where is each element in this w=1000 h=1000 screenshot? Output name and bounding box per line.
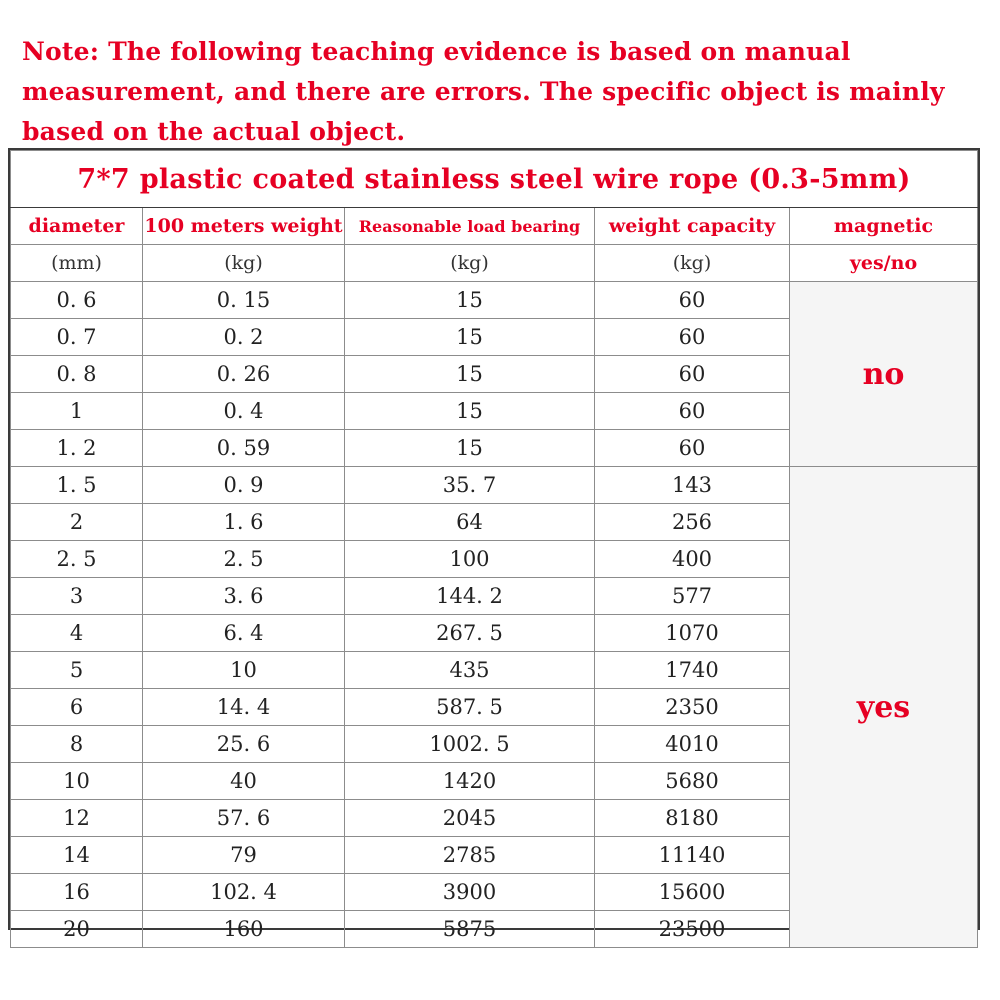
header-weight-capacity: weight capacity <box>595 208 790 245</box>
cell-weight-capacity: 1070 <box>595 615 790 652</box>
cell-diameter: 0. 7 <box>11 319 143 356</box>
cell-weight-capacity: 11140 <box>595 837 790 874</box>
cell-weight-capacity: 4010 <box>595 726 790 763</box>
cell-100m-weight: 10 <box>143 652 345 689</box>
cell-100m-weight: 25. 6 <box>143 726 345 763</box>
cell-weight-capacity: 1740 <box>595 652 790 689</box>
cell-reasonable-load: 2045 <box>345 800 595 837</box>
cell-reasonable-load: 64 <box>345 504 595 541</box>
table-title: 7*7 plastic coated stainless steel wire rope (0.3-5mm) <box>11 151 978 208</box>
cell-reasonable-load: 35. 7 <box>345 467 595 504</box>
header-diameter: diameter <box>11 208 143 245</box>
cell-reasonable-load: 1002. 5 <box>345 726 595 763</box>
cell-reasonable-load: 267. 5 <box>345 615 595 652</box>
cell-weight-capacity: 23500 <box>595 911 790 948</box>
cell-weight-capacity: 60 <box>595 393 790 430</box>
cell-100m-weight: 160 <box>143 911 345 948</box>
cell-diameter: 0. 8 <box>11 356 143 393</box>
cell-diameter: 6 <box>11 689 143 726</box>
cell-reasonable-load: 15 <box>345 319 595 356</box>
cell-weight-capacity: 60 <box>595 430 790 467</box>
cell-weight-capacity: 60 <box>595 282 790 319</box>
cell-reasonable-load: 5875 <box>345 911 595 948</box>
cell-100m-weight: 2. 5 <box>143 541 345 578</box>
cell-weight-capacity: 60 <box>595 356 790 393</box>
cell-reasonable-load: 15 <box>345 282 595 319</box>
cell-reasonable-load: 15 <box>345 356 595 393</box>
cell-diameter: 12 <box>11 800 143 837</box>
cell-weight-capacity: 5680 <box>595 763 790 800</box>
cell-reasonable-load: 2785 <box>345 837 595 874</box>
cell-diameter: 4 <box>11 615 143 652</box>
cell-100m-weight: 40 <box>143 763 345 800</box>
cell-diameter: 8 <box>11 726 143 763</box>
cell-weight-capacity: 8180 <box>595 800 790 837</box>
note-text <box>22 32 972 152</box>
cell-magnetic-0: no <box>790 282 978 467</box>
cell-100m-weight: 3. 6 <box>143 578 345 615</box>
cell-100m-weight: 0. 2 <box>143 319 345 356</box>
cell-diameter: 14 <box>11 837 143 874</box>
cell-reasonable-load: 3900 <box>345 874 595 911</box>
cell-diameter: 0. 6 <box>11 282 143 319</box>
table-row <box>11 467 978 504</box>
cell-diameter: 5 <box>11 652 143 689</box>
cell-weight-capacity: 15600 <box>595 874 790 911</box>
cell-weight-capacity: 143 <box>595 467 790 504</box>
cell-100m-weight: 79 <box>143 837 345 874</box>
cell-100m-weight: 14. 4 <box>143 689 345 726</box>
cell-100m-weight: 0. 4 <box>143 393 345 430</box>
wire-rope-spec-table <box>8 148 980 941</box>
cell-diameter: 2 <box>11 504 143 541</box>
cell-diameter: 1. 2 <box>11 430 143 467</box>
cell-weight-capacity: 577 <box>595 578 790 615</box>
header-row <box>11 208 978 245</box>
header-100m-weight: 100 meters weight <box>143 208 345 245</box>
cell-100m-weight: 0. 9 <box>143 467 345 504</box>
cell-100m-weight: 1. 6 <box>143 504 345 541</box>
cell-weight-capacity: 2350 <box>595 689 790 726</box>
cell-diameter: 1 <box>11 393 143 430</box>
cell-reasonable-load: 15 <box>345 393 595 430</box>
cell-diameter: 3 <box>11 578 143 615</box>
cell-100m-weight: 0. 26 <box>143 356 345 393</box>
header-reasonable-load: Reasonable load bearing <box>345 208 595 245</box>
table-title-row <box>11 151 978 208</box>
cell-diameter: 16 <box>11 874 143 911</box>
header-magnetic: magnetic <box>790 208 978 245</box>
cell-magnetic-1: yes <box>790 467 978 948</box>
unit-row <box>11 245 978 282</box>
note-line: measurement, and there are errors. The specific object is mainly <box>22 77 945 106</box>
unit-reasonable-load: (kg) <box>345 245 595 282</box>
cell-weight-capacity: 400 <box>595 541 790 578</box>
cell-diameter: 2. 5 <box>11 541 143 578</box>
note-line: Note: The following teaching evidence is based on manual <box>22 37 851 66</box>
cell-100m-weight: 102. 4 <box>143 874 345 911</box>
cell-diameter: 20 <box>11 911 143 948</box>
unit-weight-capacity: (kg) <box>595 245 790 282</box>
unit-diameter: (mm) <box>11 245 143 282</box>
cell-diameter: 1. 5 <box>11 467 143 504</box>
cell-100m-weight: 0. 15 <box>143 282 345 319</box>
note-line: based on the actual object. <box>22 117 406 146</box>
cell-reasonable-load: 587. 5 <box>345 689 595 726</box>
unit-magnetic: yes/no <box>790 245 978 282</box>
unit-100m-weight: (kg) <box>143 245 345 282</box>
cell-100m-weight: 6. 4 <box>143 615 345 652</box>
cell-reasonable-load: 15 <box>345 430 595 467</box>
cell-diameter: 10 <box>11 763 143 800</box>
cell-weight-capacity: 256 <box>595 504 790 541</box>
cell-reasonable-load: 435 <box>345 652 595 689</box>
cell-100m-weight: 57. 6 <box>143 800 345 837</box>
cell-reasonable-load: 100 <box>345 541 595 578</box>
cell-100m-weight: 0. 59 <box>143 430 345 467</box>
cell-reasonable-load: 144. 2 <box>345 578 595 615</box>
cell-weight-capacity: 60 <box>595 319 790 356</box>
cell-reasonable-load: 1420 <box>345 763 595 800</box>
table-row <box>11 282 978 319</box>
